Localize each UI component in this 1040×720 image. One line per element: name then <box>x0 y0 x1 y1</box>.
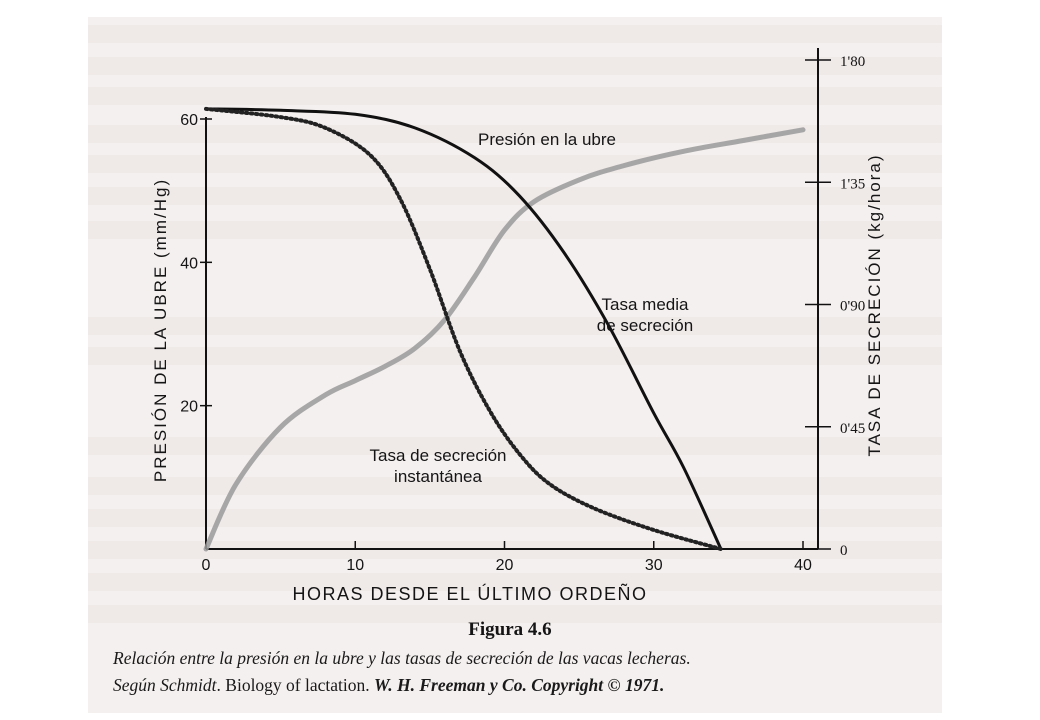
caption-publisher: W. H. Freeman y Co. Copyright © 1971. <box>374 675 665 695</box>
chart-series <box>206 109 803 549</box>
chart-axes <box>206 48 818 549</box>
caption-author: Según Schmidt <box>113 675 217 695</box>
right-y-tick-label: 0'45 <box>840 420 866 437</box>
caption-line-1: Relación entre la presión en la ubre y las tasas de secreción de las vacas lecheras. <box>113 648 691 668</box>
caption-book-title: . Biology of lactation. <box>216 675 375 695</box>
figure-label: Figura 4.6 <box>468 619 552 640</box>
left-y-axis-label: PRESIÓN DE LA UBRE (mm/Hg) <box>151 177 170 483</box>
pressure-series-line <box>206 130 803 549</box>
annotation-mean-secretion-line: Tasa media <box>601 295 689 314</box>
right-y-tick-label: 0 <box>840 543 848 559</box>
x-tick-label: 20 <box>495 557 514 574</box>
annotation-mean-secretion-line: de secreción <box>596 316 694 335</box>
x-tick-label: 30 <box>644 557 663 574</box>
right-y-tick-label: 0'90 <box>840 298 866 315</box>
x-axis-label: HORAS DESDE EL ÚLTIMO ORDEÑO <box>292 584 648 604</box>
x-tick-label: 0 <box>201 557 211 574</box>
right-y-tick-label: 1'80 <box>840 54 866 70</box>
left-y-tick-label: 20 <box>180 398 198 416</box>
right-y-axis-label: TASA DE SECRECIÓN (kg/hora) <box>865 153 884 457</box>
annotation-instant-secretion-line: instantánea <box>394 467 482 486</box>
left-y-tick-label: 40 <box>180 255 198 273</box>
x-tick-label: 40 <box>794 557 812 574</box>
annotation-instant-secretion-line: Tasa de secreción <box>369 446 507 465</box>
left-y-tick-label: 60 <box>180 112 198 129</box>
figure-caption <box>113 645 933 699</box>
x-tick-label: 10 <box>346 557 365 574</box>
chart-labels <box>151 130 884 604</box>
annotation-pressure-line: Presión en la ubre <box>478 130 616 149</box>
right-y-tick-label: 1'35 <box>840 176 866 193</box>
